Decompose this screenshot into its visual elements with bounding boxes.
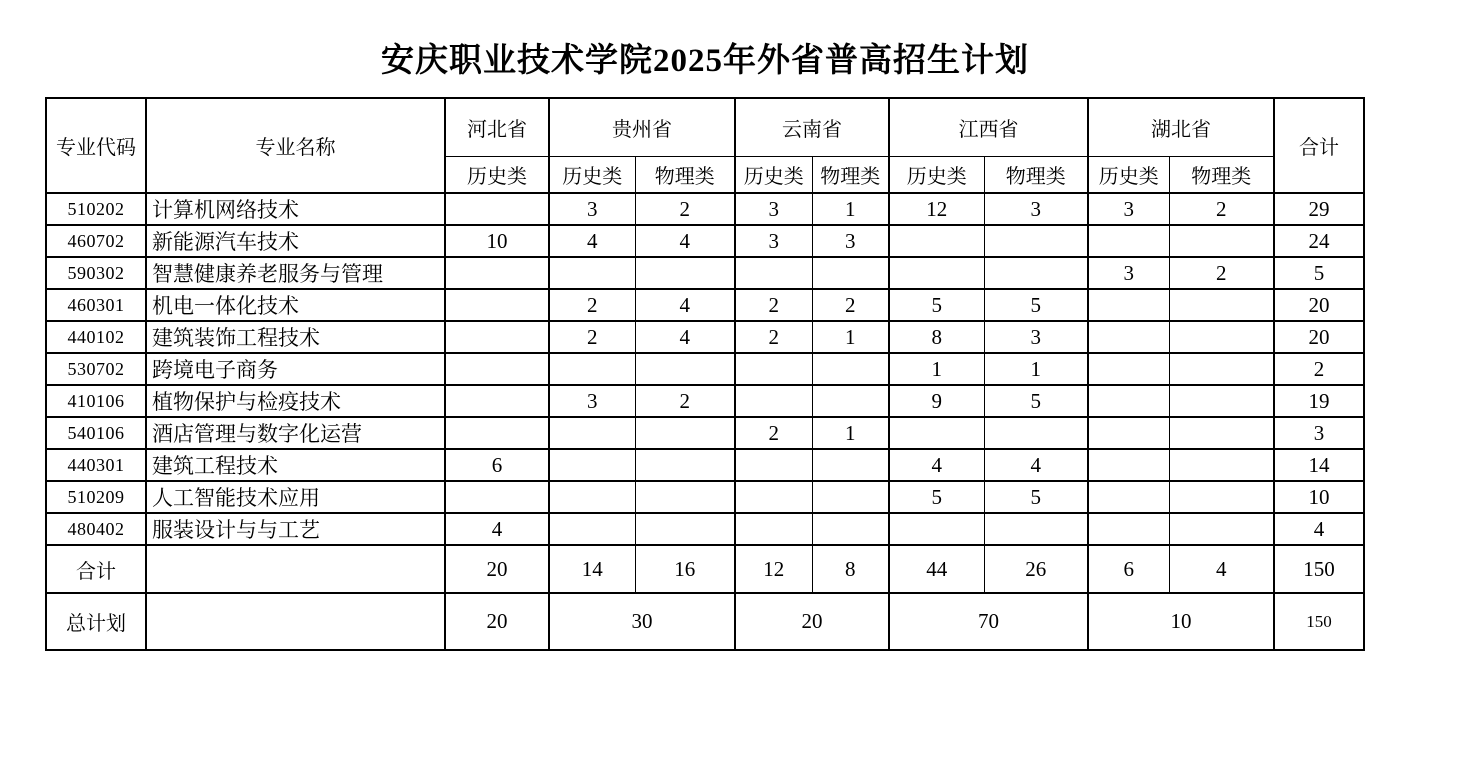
row-total-cell: 10 (1274, 481, 1364, 513)
header-subject-type: 物理类 (1169, 156, 1274, 193)
plan-count-cell: 2 (635, 193, 735, 225)
plan-count-cell: 3 (1088, 257, 1169, 289)
plan-count-cell (635, 513, 735, 545)
plan-count-cell: 4 (635, 225, 735, 257)
major-name-cell: 机电一体化技术 (146, 289, 445, 321)
plan-count-cell (1169, 289, 1274, 321)
plan-count-cell (549, 481, 635, 513)
major-name-cell: 计算机网络技术 (146, 193, 445, 225)
plan-count-cell (889, 225, 984, 257)
subtotal-label: 合计 (46, 545, 146, 593)
plan-count-cell (635, 353, 735, 385)
subtotal-total-cell: 150 (1274, 545, 1364, 593)
plan-count-cell (812, 449, 889, 481)
plan-count-cell: 2 (735, 289, 812, 321)
major-code-cell: 480402 (46, 513, 146, 545)
plan-count-cell (1088, 481, 1169, 513)
subtotal-count-cell: 14 (549, 545, 635, 593)
row-total-cell: 20 (1274, 321, 1364, 353)
plan-count-cell: 6 (445, 449, 549, 481)
plan-count-cell: 3 (735, 193, 812, 225)
subtotal-count-cell: 12 (735, 545, 812, 593)
plan-count-cell: 1 (889, 353, 984, 385)
plan-count-cell (445, 385, 549, 417)
grand-province-total-cell: 20 (445, 593, 549, 650)
plan-count-cell (984, 257, 1088, 289)
header-province: 云南省 (735, 98, 889, 156)
plan-count-cell (984, 417, 1088, 449)
plan-count-cell: 4 (889, 449, 984, 481)
plan-count-cell (445, 481, 549, 513)
plan-count-cell (1088, 225, 1169, 257)
plan-count-cell (635, 481, 735, 513)
plan-count-cell (1169, 353, 1274, 385)
major-code-cell: 460702 (46, 225, 146, 257)
plan-count-cell: 3 (812, 225, 889, 257)
row-total-cell: 24 (1274, 225, 1364, 257)
plan-count-cell (549, 449, 635, 481)
plan-count-cell (549, 513, 635, 545)
plan-count-cell (1169, 417, 1274, 449)
major-code-cell: 590302 (46, 257, 146, 289)
plan-count-cell: 4 (635, 321, 735, 353)
plan-count-cell: 12 (889, 193, 984, 225)
plan-count-cell: 4 (445, 513, 549, 545)
major-name-cell: 新能源汽车技术 (146, 225, 445, 257)
major-name-cell: 跨境电子商务 (146, 353, 445, 385)
major-code-cell: 540106 (46, 417, 146, 449)
plan-count-cell (889, 513, 984, 545)
plan-count-cell (984, 225, 1088, 257)
plan-count-cell (735, 513, 812, 545)
major-row (46, 449, 1364, 481)
plan-count-cell (889, 417, 984, 449)
plan-count-cell (812, 385, 889, 417)
subtotal-name-empty (146, 545, 445, 593)
row-total-cell: 19 (1274, 385, 1364, 417)
plan-count-cell (445, 417, 549, 449)
major-name-cell: 人工智能技术应用 (146, 481, 445, 513)
major-row (46, 513, 1364, 545)
header-subject-type: 历史类 (549, 156, 635, 193)
grand-name-empty (146, 593, 445, 650)
grand-total-label: 总计划 (46, 593, 146, 650)
header-province: 湖北省 (1088, 98, 1274, 156)
header-subject-type: 历史类 (889, 156, 984, 193)
grand-province-total-cell: 20 (735, 593, 889, 650)
plan-count-cell (735, 385, 812, 417)
major-code-cell: 510202 (46, 193, 146, 225)
major-code-cell: 510209 (46, 481, 146, 513)
major-row (46, 353, 1364, 385)
plan-count-cell: 5 (984, 385, 1088, 417)
plan-count-cell (1169, 225, 1274, 257)
major-code-cell: 530702 (46, 353, 146, 385)
plan-count-cell (735, 257, 812, 289)
plan-count-cell: 8 (889, 321, 984, 353)
major-code-cell: 440102 (46, 321, 146, 353)
plan-count-cell (549, 417, 635, 449)
plan-count-cell: 9 (889, 385, 984, 417)
header-province: 河北省 (445, 98, 549, 156)
plan-count-cell: 2 (549, 289, 635, 321)
header-subject-type: 物理类 (984, 156, 1088, 193)
subtotal-row (46, 545, 1364, 593)
plan-count-cell: 4 (984, 449, 1088, 481)
row-total-cell: 29 (1274, 193, 1364, 225)
plan-count-cell: 4 (549, 225, 635, 257)
plan-count-cell (1088, 417, 1169, 449)
plan-count-cell: 2 (735, 321, 812, 353)
grand-total-row (46, 593, 1364, 650)
plan-count-cell (1169, 481, 1274, 513)
plan-count-cell (1169, 385, 1274, 417)
plan-count-cell: 3 (549, 193, 635, 225)
grand-province-total-cell: 70 (889, 593, 1088, 650)
plan-count-cell: 2 (1169, 257, 1274, 289)
major-row (46, 385, 1364, 417)
plan-count-cell: 2 (635, 385, 735, 417)
plan-count-cell (735, 481, 812, 513)
plan-count-cell (812, 513, 889, 545)
plan-count-cell (445, 193, 549, 225)
major-name-cell: 建筑工程技术 (146, 449, 445, 481)
plan-count-cell (1088, 353, 1169, 385)
enrollment-plan-table (45, 97, 1365, 651)
major-row (46, 417, 1364, 449)
plan-count-cell (984, 513, 1088, 545)
plan-count-cell: 3 (984, 193, 1088, 225)
subtotal-count-cell: 44 (889, 545, 984, 593)
major-name-cell: 智慧健康养老服务与管理 (146, 257, 445, 289)
subtotal-count-cell: 16 (635, 545, 735, 593)
row-total-cell: 3 (1274, 417, 1364, 449)
header-major-name: 专业名称 (146, 98, 445, 193)
subtotal-count-cell: 20 (445, 545, 549, 593)
subtotal-count-cell: 6 (1088, 545, 1169, 593)
row-total-cell: 20 (1274, 289, 1364, 321)
plan-count-cell: 3 (984, 321, 1088, 353)
major-name-cell: 植物保护与检疫技术 (146, 385, 445, 417)
row-total-cell: 4 (1274, 513, 1364, 545)
plan-count-cell: 1 (984, 353, 1088, 385)
plan-count-cell: 5 (984, 289, 1088, 321)
major-name-cell: 服装设计与与工艺 (146, 513, 445, 545)
plan-count-cell (445, 289, 549, 321)
major-row (46, 289, 1364, 321)
plan-count-cell (735, 449, 812, 481)
plan-count-cell (1088, 385, 1169, 417)
header-subject-type: 物理类 (812, 156, 889, 193)
major-code-cell: 440301 (46, 449, 146, 481)
plan-count-cell: 1 (812, 321, 889, 353)
page-title: 安庆职业技术学院2025年外省普高招生计划 (381, 43, 1029, 79)
plan-count-cell (735, 353, 812, 385)
grand-total-cell: 150 (1274, 593, 1364, 650)
plan-count-cell (889, 257, 984, 289)
plan-count-cell: 1 (812, 417, 889, 449)
header-province: 贵州省 (549, 98, 735, 156)
plan-count-cell: 2 (812, 289, 889, 321)
header-subject-type: 历史类 (1088, 156, 1169, 193)
plan-count-cell (812, 257, 889, 289)
plan-count-cell (549, 353, 635, 385)
major-row (46, 481, 1364, 513)
row-total-cell: 14 (1274, 449, 1364, 481)
plan-count-cell (635, 257, 735, 289)
major-row (46, 321, 1364, 353)
table-body (46, 193, 1364, 650)
grand-province-total-cell: 10 (1088, 593, 1274, 650)
plan-count-cell: 3 (1088, 193, 1169, 225)
plan-count-cell: 5 (889, 481, 984, 513)
major-row (46, 257, 1364, 289)
plan-count-cell: 4 (635, 289, 735, 321)
plan-count-cell (445, 321, 549, 353)
major-row (46, 225, 1364, 257)
header-total: 合计 (1274, 98, 1364, 193)
header-province: 江西省 (889, 98, 1088, 156)
plan-count-cell (1088, 449, 1169, 481)
subtotal-count-cell: 4 (1169, 545, 1274, 593)
header-subject-type: 历史类 (445, 156, 549, 193)
plan-count-cell: 3 (549, 385, 635, 417)
plan-count-cell: 10 (445, 225, 549, 257)
plan-count-cell: 1 (812, 193, 889, 225)
plan-count-cell (1088, 321, 1169, 353)
plan-count-cell: 2 (549, 321, 635, 353)
plan-count-cell (1169, 513, 1274, 545)
plan-count-cell (812, 353, 889, 385)
header-major-code: 专业代码 (46, 98, 146, 193)
major-code-cell: 460301 (46, 289, 146, 321)
table-header (46, 98, 1364, 193)
major-name-cell: 建筑装饰工程技术 (146, 321, 445, 353)
plan-count-cell (635, 417, 735, 449)
plan-count-cell (445, 353, 549, 385)
major-row (46, 193, 1364, 225)
plan-count-cell (1088, 289, 1169, 321)
header-subject-type: 物理类 (635, 156, 735, 193)
grand-province-total-cell: 30 (549, 593, 735, 650)
plan-count-cell (549, 257, 635, 289)
row-total-cell: 2 (1274, 353, 1364, 385)
plan-count-cell: 5 (889, 289, 984, 321)
header-subject-type: 历史类 (735, 156, 812, 193)
subtotal-count-cell: 8 (812, 545, 889, 593)
plan-count-cell: 3 (735, 225, 812, 257)
plan-count-cell (445, 257, 549, 289)
plan-count-cell (1088, 513, 1169, 545)
major-code-cell: 410106 (46, 385, 146, 417)
plan-count-cell: 5 (984, 481, 1088, 513)
header-row-provinces (46, 98, 1364, 156)
row-total-cell: 5 (1274, 257, 1364, 289)
plan-count-cell (812, 481, 889, 513)
plan-count-cell (1169, 449, 1274, 481)
major-name-cell: 酒店管理与数字化运营 (146, 417, 445, 449)
plan-count-cell (1169, 321, 1274, 353)
subtotal-count-cell: 26 (984, 545, 1088, 593)
plan-count-cell: 2 (1169, 193, 1274, 225)
plan-count-cell: 2 (735, 417, 812, 449)
plan-count-cell (635, 449, 735, 481)
